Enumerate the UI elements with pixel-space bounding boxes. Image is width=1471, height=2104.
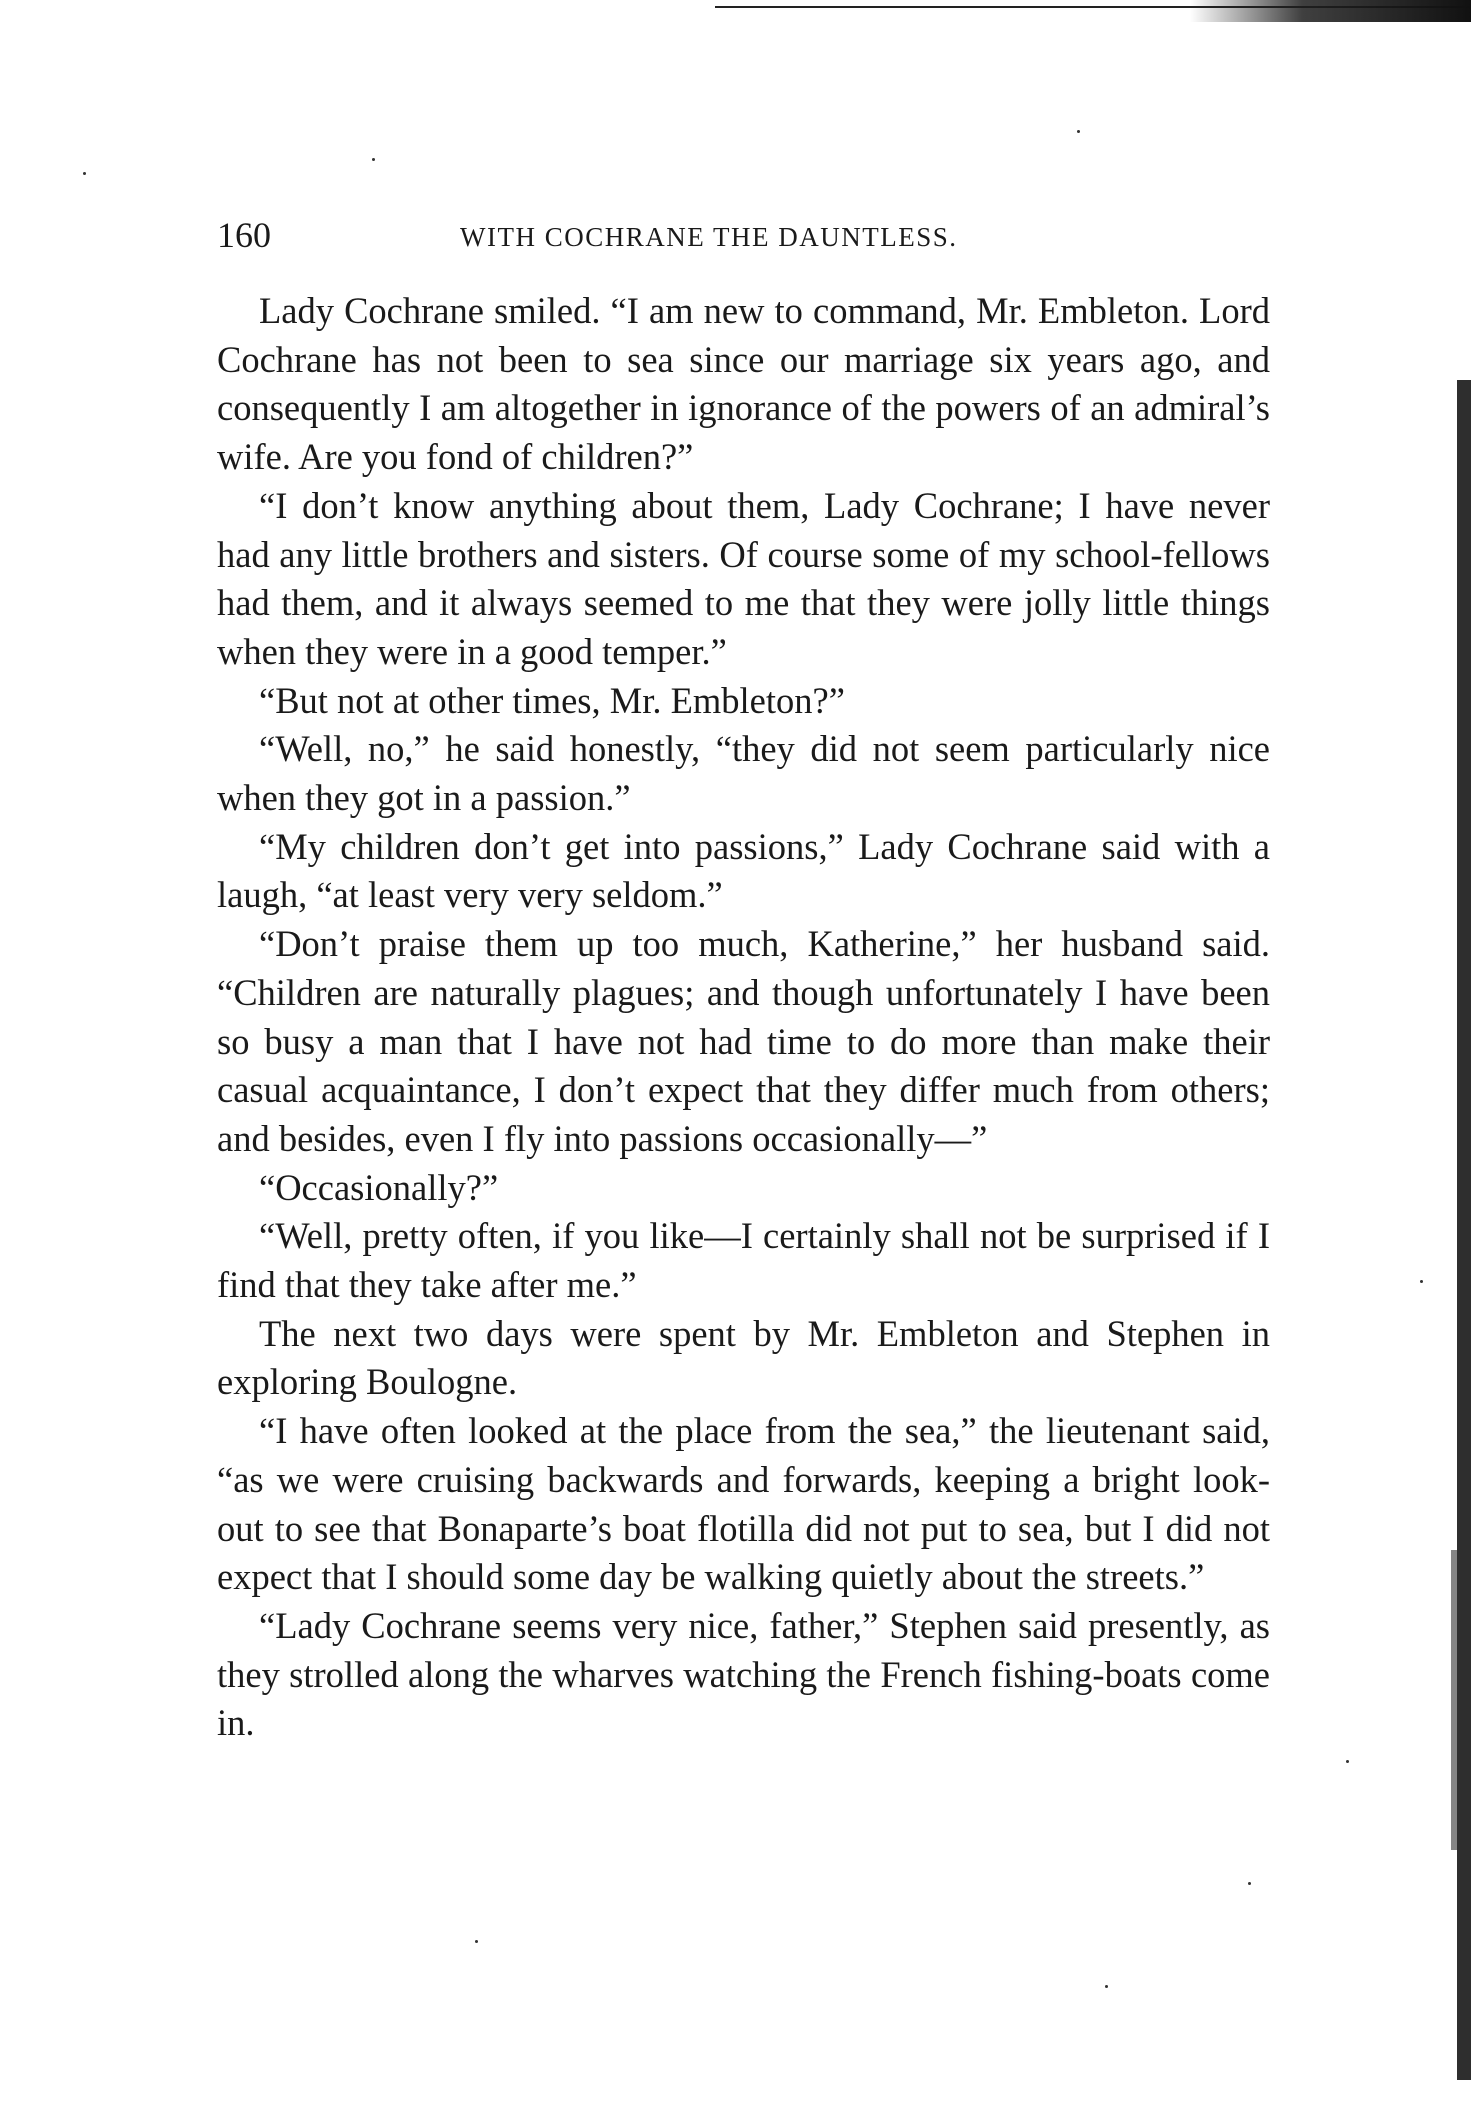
- paragraph: Lady Cochrane smiled. “I am new to command, Mr. Embleton. Lord Cochrane has not been to sea since our marriage six years ago, and consequently I am altogether in ignorance of the powers of an admiral’s wife. Are you fond of children?”: [217, 290, 1270, 478]
- paragraph: “Well, pretty often, if you like—I certainly shall not be surprised if I find that they take after me.”: [217, 1215, 1270, 1306]
- page-header: [217, 210, 1277, 260]
- paragraph: “I have often looked at the place from the sea,” the lieutenant said, “as we were cruising backwards and forwards, keeping a bright look-out to see that Bonaparte’s boat flotilla did not put to sea, but I did not expect that I should some day be walking quietly about the streets.”: [217, 1410, 1270, 1598]
- paragraph: “But not at other times, Mr. Embleton?”: [259, 679, 845, 721]
- page-number: 160: [217, 215, 271, 255]
- scan-speck: [1077, 130, 1080, 133]
- paragraph: “Occasionally?”: [259, 1166, 499, 1208]
- scan-speck: [1346, 1760, 1349, 1763]
- scan-speck: [1105, 1985, 1108, 1988]
- running-head: WITH COCHRANE THE DAUNTLESS.: [460, 222, 958, 252]
- scan-speck: [372, 158, 375, 161]
- paragraph: “My children don’t get into passions,” Lady Cochrane said with a laugh, “at least very very seldom.”: [217, 825, 1270, 916]
- paragraph: “Don’t praise them up too much, Katherine,” her husband said. “Children are naturally plagues; and though unfortunately I have been so busy a man that I have not had time to do more than make their casual acquaintance, I don’t expect that they differ much from others; and besides, even I fly into passions occasionally—”: [217, 923, 1270, 1159]
- scan-speck: [83, 172, 86, 175]
- paragraph: “Lady Cochrane seems very nice, father,” Stephen said presently, as they strolled along the wharves watching the French fishing-boats come in.: [217, 1604, 1270, 1744]
- scan-speck: [1248, 1882, 1251, 1885]
- body-text: [217, 287, 1270, 1748]
- scan-binding-edge: [1457, 380, 1471, 2080]
- paragraph: The next two days were spent by Mr. Embleton and Stephen in exploring Boulogne.: [217, 1312, 1270, 1403]
- scan-speck: [475, 1940, 478, 1943]
- scan-edge-shadow: [1190, 0, 1471, 22]
- paragraph: “Well, no,” he said honestly, “they did not seem particularly nice when they got in a passion.”: [217, 728, 1270, 819]
- scan-binding-shadow: [1451, 1550, 1457, 1850]
- paragraph: “I don’t know anything about them, Lady Cochrane; I have never had any little brothers and sisters. Of course some of my school-fellows had them, and it always seemed to me that they were jolly little things when they were in a good temper.”: [217, 484, 1270, 672]
- scan-speck: [1420, 1280, 1423, 1283]
